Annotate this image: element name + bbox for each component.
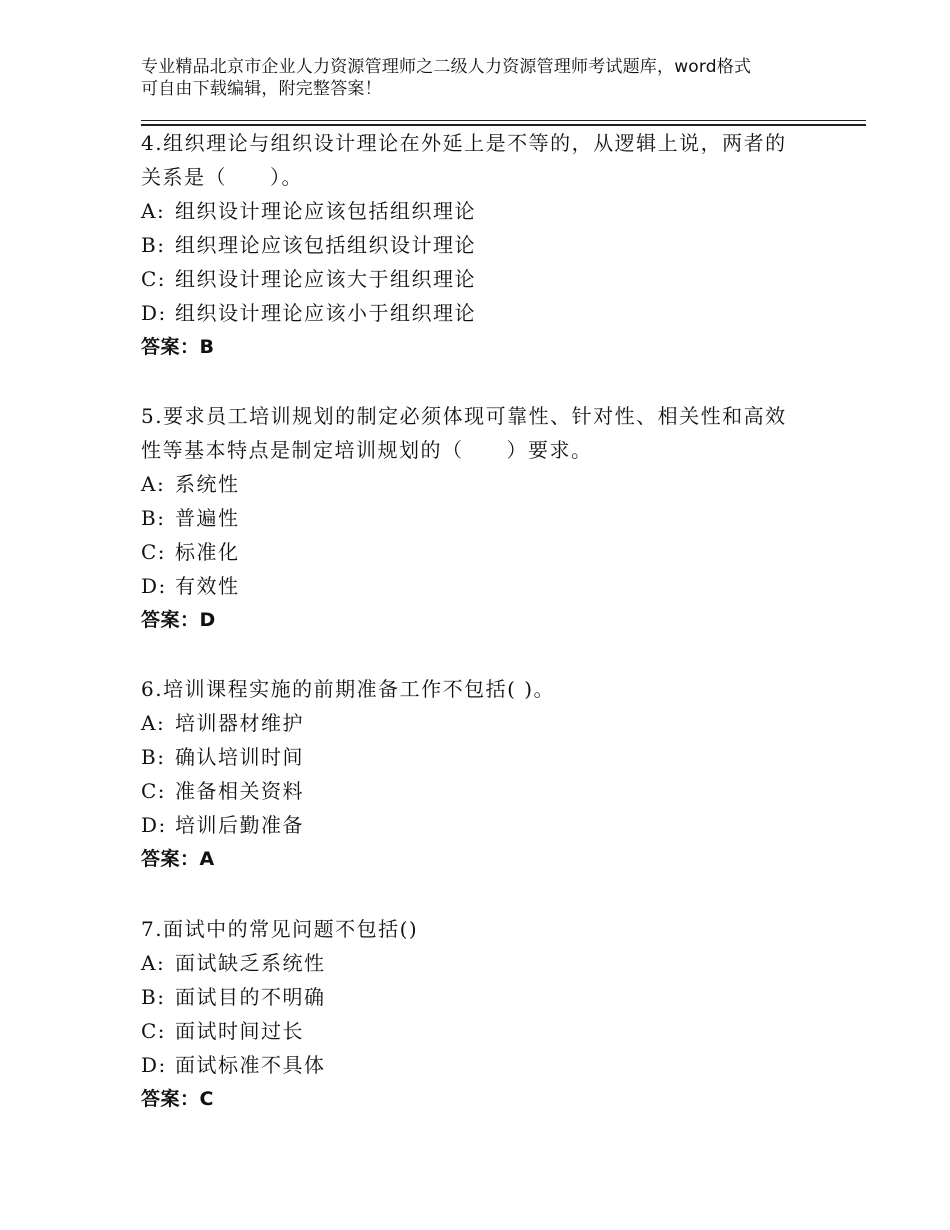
option-text: 确认培训时间 bbox=[175, 745, 304, 769]
option-letter: D: bbox=[141, 813, 167, 837]
option-letter: A: bbox=[141, 951, 166, 975]
option-d bbox=[141, 808, 861, 842]
option-a bbox=[141, 706, 861, 740]
header-divider-thin bbox=[141, 120, 866, 121]
option-a bbox=[141, 946, 861, 980]
option-text: 面试目的不明确 bbox=[175, 985, 326, 1009]
option-text: 标准化 bbox=[175, 540, 240, 564]
option-c bbox=[141, 262, 861, 296]
option-text: 系统性 bbox=[175, 472, 240, 496]
option-text: 组织设计理论应该大于组织理论 bbox=[175, 267, 476, 291]
option-d bbox=[141, 296, 861, 330]
option-letter: D: bbox=[141, 1053, 167, 1077]
option-b bbox=[141, 501, 861, 535]
option-letter: B: bbox=[141, 233, 166, 257]
option-text: 组织设计理论应该包括组织理论 bbox=[175, 199, 476, 223]
option-letter: A: bbox=[141, 199, 166, 223]
question-stem-line: 7.面试中的常见问题不包括() bbox=[141, 917, 419, 941]
answer-line: 答案：B bbox=[141, 336, 215, 358]
option-letter: C: bbox=[141, 1019, 167, 1043]
question-6 bbox=[141, 672, 861, 876]
option-letter: B: bbox=[141, 506, 166, 530]
option-text: 培训器材维护 bbox=[175, 711, 304, 735]
question-stem-line: 5.要求员工培训规划的制定必须体现可靠性、针对性、相关性和高效 bbox=[141, 404, 787, 428]
question-stem-line: 6.培训课程实施的前期准备工作不包括( )。 bbox=[141, 677, 556, 701]
option-b bbox=[141, 740, 861, 774]
option-a bbox=[141, 467, 861, 501]
answer-line: 答案：D bbox=[141, 609, 216, 631]
option-letter: C: bbox=[141, 540, 167, 564]
option-text: 有效性 bbox=[175, 574, 240, 598]
question-7 bbox=[141, 912, 861, 1116]
option-d bbox=[141, 1048, 861, 1082]
option-letter: A: bbox=[141, 472, 166, 496]
question-5 bbox=[141, 399, 861, 637]
option-text: 面试时间过长 bbox=[175, 1019, 304, 1043]
option-a bbox=[141, 194, 861, 228]
option-text: 准备相关资料 bbox=[175, 779, 304, 803]
answer-line: 答案：A bbox=[141, 848, 215, 870]
header-line-1: 专业精品北京市企业人力资源管理师之二级人力资源管理师考试题库，word格式 bbox=[141, 57, 752, 77]
option-text: 面试标准不具体 bbox=[175, 1053, 326, 1077]
option-d bbox=[141, 569, 861, 603]
question-stem-line: 关系是（ ）。 bbox=[141, 165, 303, 189]
option-c bbox=[141, 1014, 861, 1048]
option-text: 面试缺乏系统性 bbox=[175, 951, 326, 975]
header-line-2: 可自由下载编辑，附完整答案！ bbox=[141, 79, 382, 99]
option-text: 普遍性 bbox=[175, 506, 240, 530]
option-letter: C: bbox=[141, 267, 167, 291]
option-b bbox=[141, 980, 861, 1014]
option-letter: B: bbox=[141, 985, 166, 1009]
option-letter: D: bbox=[141, 574, 167, 598]
option-letter: C: bbox=[141, 779, 167, 803]
question-4 bbox=[141, 126, 861, 364]
option-text: 培训后勤准备 bbox=[175, 813, 304, 837]
question-stem-line: 性等基本特点是制定培训规划的（ ）要求。 bbox=[141, 438, 593, 462]
option-c bbox=[141, 535, 861, 569]
question-stem-line: 4.组织理论与组织设计理论在外延上是不等的，从逻辑上说，两者的 bbox=[141, 131, 787, 155]
option-text: 组织理论应该包括组织设计理论 bbox=[175, 233, 476, 257]
option-text: 组织设计理论应该小于组织理论 bbox=[175, 301, 476, 325]
answer-line: 答案：C bbox=[141, 1088, 214, 1110]
document-header bbox=[141, 56, 841, 100]
option-b bbox=[141, 228, 861, 262]
option-letter: A: bbox=[141, 711, 166, 735]
option-c bbox=[141, 774, 861, 808]
option-letter: B: bbox=[141, 745, 166, 769]
option-letter: D: bbox=[141, 301, 167, 325]
